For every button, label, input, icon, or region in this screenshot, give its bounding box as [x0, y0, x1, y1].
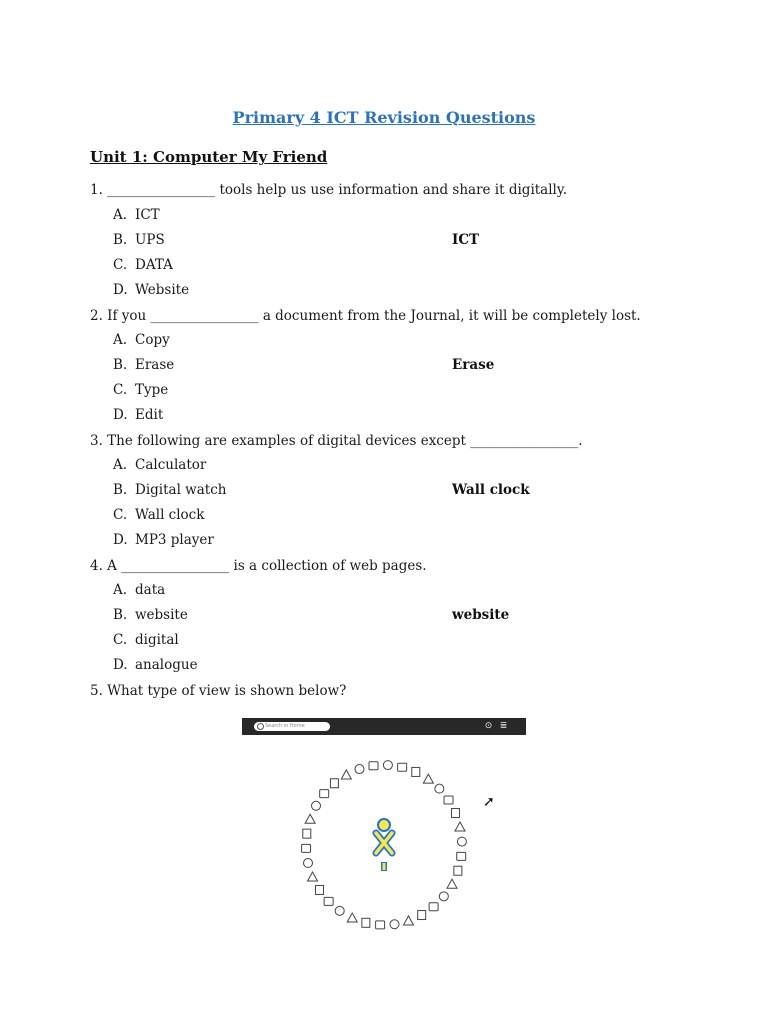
activity-icon: [355, 765, 364, 774]
activity-icon: [398, 763, 407, 771]
question-3: 3. The following are examples of digital devices except ________________.: [90, 433, 583, 449]
activity-icon: [330, 779, 338, 788]
xo-user-icon: [376, 819, 392, 871]
option-2a: A. Copy: [113, 332, 170, 348]
activity-icon: [454, 866, 462, 875]
activity-icon: [455, 822, 465, 831]
home-view-icon: ⊙: [484, 721, 493, 731]
activity-icon: [418, 911, 426, 920]
search-icon: [257, 723, 264, 730]
option-3d: D. MP3 player: [113, 532, 214, 548]
activity-icon: [362, 918, 370, 927]
activity-icon: [451, 808, 459, 817]
activity-icon: [347, 913, 357, 922]
activity-icon: [324, 897, 333, 905]
option-4a: A. data: [113, 582, 166, 598]
option-4d: D. analogue: [113, 657, 198, 673]
activity-icon: [457, 852, 466, 860]
answer-1: ICT: [452, 232, 480, 248]
activity-icon: [383, 761, 392, 770]
option-1d: D. Website: [113, 282, 190, 298]
activity-icon: [369, 762, 378, 770]
activity-icon: [303, 829, 311, 838]
answer-4: website: [452, 607, 510, 623]
activity-icon: [308, 872, 318, 881]
activity-icon: [423, 774, 433, 783]
option-1c: C. DATA: [113, 257, 173, 273]
option-3c: C. Wall clock: [113, 507, 205, 523]
question-5: 5. What type of view is shown below?: [90, 683, 347, 699]
activity-icon: [390, 920, 399, 929]
activity-icon: [304, 859, 313, 868]
answer-3: Wall clock: [452, 482, 530, 498]
document-title: Primary 4 ICT Revision Questions: [232, 108, 536, 127]
unit-heading: Unit 1: Computer My Friend: [90, 148, 328, 166]
sugar-toolbar: [242, 718, 526, 735]
activity-icon: [305, 814, 315, 823]
question-4: 4. A ________________ is a collection of web pages.: [90, 558, 427, 574]
answer-2: Erase: [452, 357, 495, 373]
activity-icon: [315, 885, 323, 894]
activity-icon: [444, 796, 453, 804]
activity-icon: [435, 784, 444, 793]
activity-icon: [412, 767, 420, 776]
activity-icon: [335, 906, 344, 915]
activity-icon: [376, 921, 385, 929]
activity-icon: [320, 790, 329, 798]
option-1a: A. ICT: [113, 207, 160, 223]
activity-icon: [341, 770, 351, 779]
option-4b: B. website: [113, 607, 188, 623]
activity-icon: [429, 903, 438, 911]
option-2b: B. Erase: [113, 357, 175, 373]
mouse-cursor-icon: ➚: [483, 794, 495, 810]
search-placeholder: Search in Home: [265, 723, 305, 729]
question-1: 1. ________________ tools help us use information and share it digitally.: [90, 182, 567, 198]
option-4c: C. digital: [113, 632, 179, 648]
activity-ring: [242, 735, 526, 932]
activity-icon: [457, 837, 466, 846]
option-2d: D. Edit: [113, 407, 164, 423]
option-3b: B. Digital watch: [113, 482, 227, 498]
activity-icon: [439, 892, 448, 901]
option-3a: A. Calculator: [113, 457, 207, 473]
activity-icon: [312, 801, 321, 810]
question-2: 2. If you ________________ a document from the Journal, it will be completely lost.: [90, 308, 641, 324]
list-view-icon: ≣: [499, 721, 508, 731]
activity-icon: [447, 879, 457, 888]
option-1b: B. UPS: [113, 232, 165, 248]
option-2c: C. Type: [113, 382, 169, 398]
home-view-screenshot: [242, 718, 526, 932]
search-input: [254, 722, 330, 731]
activity-icon: [404, 916, 414, 925]
activity-icon: [302, 844, 311, 852]
